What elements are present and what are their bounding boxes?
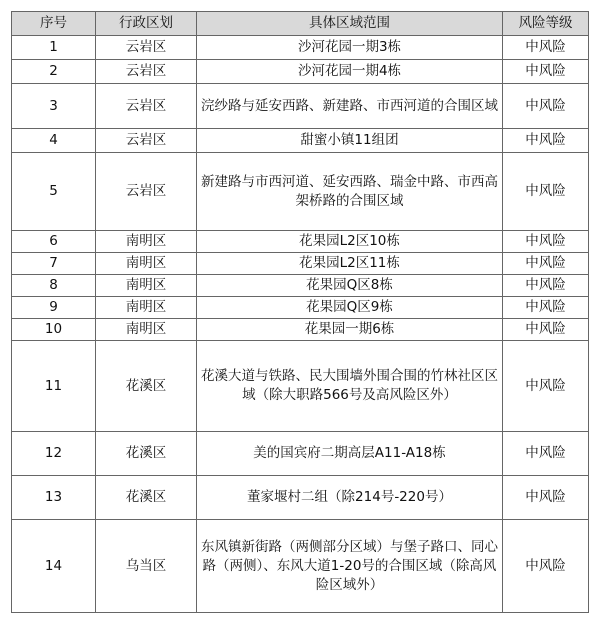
cell-area: 花果园L2区10栋 bbox=[197, 231, 503, 253]
table-row bbox=[12, 432, 589, 476]
cell-area: 甜蜜小镇11组团 bbox=[197, 129, 503, 153]
cell-serial: 1 bbox=[12, 36, 96, 60]
cell-area: 新建路与市西河道、延安西路、瑞金中路、市西高架桥路的合围区域 bbox=[197, 153, 503, 231]
table-row bbox=[12, 129, 589, 153]
cell-risk-level: 中风险 bbox=[503, 520, 589, 613]
cell-risk-level: 中风险 bbox=[503, 231, 589, 253]
cell-district: 南明区 bbox=[96, 253, 197, 275]
risk-area-table bbox=[11, 11, 589, 613]
cell-district: 南明区 bbox=[96, 319, 197, 341]
table-row bbox=[12, 36, 589, 60]
table-header-row bbox=[12, 12, 589, 36]
cell-risk-level: 中风险 bbox=[503, 253, 589, 275]
header-district: 行政区划 bbox=[96, 12, 197, 36]
cell-serial: 5 bbox=[12, 153, 96, 231]
cell-area: 美的国宾府二期高层A11-A18栋 bbox=[197, 432, 503, 476]
cell-district: 南明区 bbox=[96, 231, 197, 253]
cell-risk-level: 中风险 bbox=[503, 36, 589, 60]
cell-risk-level: 中风险 bbox=[503, 153, 589, 231]
cell-risk-level: 中风险 bbox=[503, 297, 589, 319]
cell-district: 花溪区 bbox=[96, 341, 197, 432]
cell-risk-level: 中风险 bbox=[503, 129, 589, 153]
cell-area: 花果园Q区8栋 bbox=[197, 275, 503, 297]
cell-serial: 9 bbox=[12, 297, 96, 319]
table-row bbox=[12, 520, 589, 613]
cell-serial: 6 bbox=[12, 231, 96, 253]
header-serial: 序号 bbox=[12, 12, 96, 36]
table-row bbox=[12, 275, 589, 297]
cell-serial: 12 bbox=[12, 432, 96, 476]
cell-risk-level: 中风险 bbox=[503, 341, 589, 432]
table-row bbox=[12, 476, 589, 520]
cell-area: 董家堰村二组（除214号-220号） bbox=[197, 476, 503, 520]
table-row bbox=[12, 153, 589, 231]
cell-area: 花果园一期6栋 bbox=[197, 319, 503, 341]
cell-risk-level: 中风险 bbox=[503, 60, 589, 84]
cell-serial: 11 bbox=[12, 341, 96, 432]
cell-serial: 3 bbox=[12, 84, 96, 129]
cell-district: 云岩区 bbox=[96, 129, 197, 153]
header-risk-level: 风险等级 bbox=[503, 12, 589, 36]
cell-area: 沙河花园一期3栋 bbox=[197, 36, 503, 60]
cell-serial: 4 bbox=[12, 129, 96, 153]
cell-serial: 10 bbox=[12, 319, 96, 341]
cell-risk-level: 中风险 bbox=[503, 319, 589, 341]
cell-serial: 13 bbox=[12, 476, 96, 520]
cell-district: 乌当区 bbox=[96, 520, 197, 613]
cell-district: 花溪区 bbox=[96, 476, 197, 520]
cell-area: 花溪大道与铁路、民大围墙外围合围的竹林社区区域（除大职路566号及高风险区外） bbox=[197, 341, 503, 432]
cell-serial: 7 bbox=[12, 253, 96, 275]
cell-district: 云岩区 bbox=[96, 60, 197, 84]
cell-risk-level: 中风险 bbox=[503, 275, 589, 297]
cell-risk-level: 中风险 bbox=[503, 476, 589, 520]
table-row bbox=[12, 60, 589, 84]
table-row bbox=[12, 231, 589, 253]
cell-risk-level: 中风险 bbox=[503, 432, 589, 476]
cell-area: 沙河花园一期4栋 bbox=[197, 60, 503, 84]
cell-district: 云岩区 bbox=[96, 84, 197, 129]
cell-risk-level: 中风险 bbox=[503, 84, 589, 129]
cell-district: 南明区 bbox=[96, 297, 197, 319]
cell-area: 东风镇新街路（两侧部分区域）与堡子路口、同心路（两侧）、东风大道1-20号的合围区域（除高风险区域外） bbox=[197, 520, 503, 613]
table-row bbox=[12, 253, 589, 275]
table-row bbox=[12, 297, 589, 319]
cell-district: 南明区 bbox=[96, 275, 197, 297]
cell-area: 浣纱路与延安西路、新建路、市西河道的合围区域 bbox=[197, 84, 503, 129]
cell-serial: 14 bbox=[12, 520, 96, 613]
cell-district: 花溪区 bbox=[96, 432, 197, 476]
cell-area: 花果园L2区11栋 bbox=[197, 253, 503, 275]
cell-area: 花果园Q区9栋 bbox=[197, 297, 503, 319]
cell-serial: 8 bbox=[12, 275, 96, 297]
table-row bbox=[12, 341, 589, 432]
cell-serial: 2 bbox=[12, 60, 96, 84]
cell-district: 云岩区 bbox=[96, 153, 197, 231]
table-row bbox=[12, 84, 589, 129]
table-row bbox=[12, 319, 589, 341]
header-area: 具体区域范围 bbox=[197, 12, 503, 36]
cell-district: 云岩区 bbox=[96, 36, 197, 60]
